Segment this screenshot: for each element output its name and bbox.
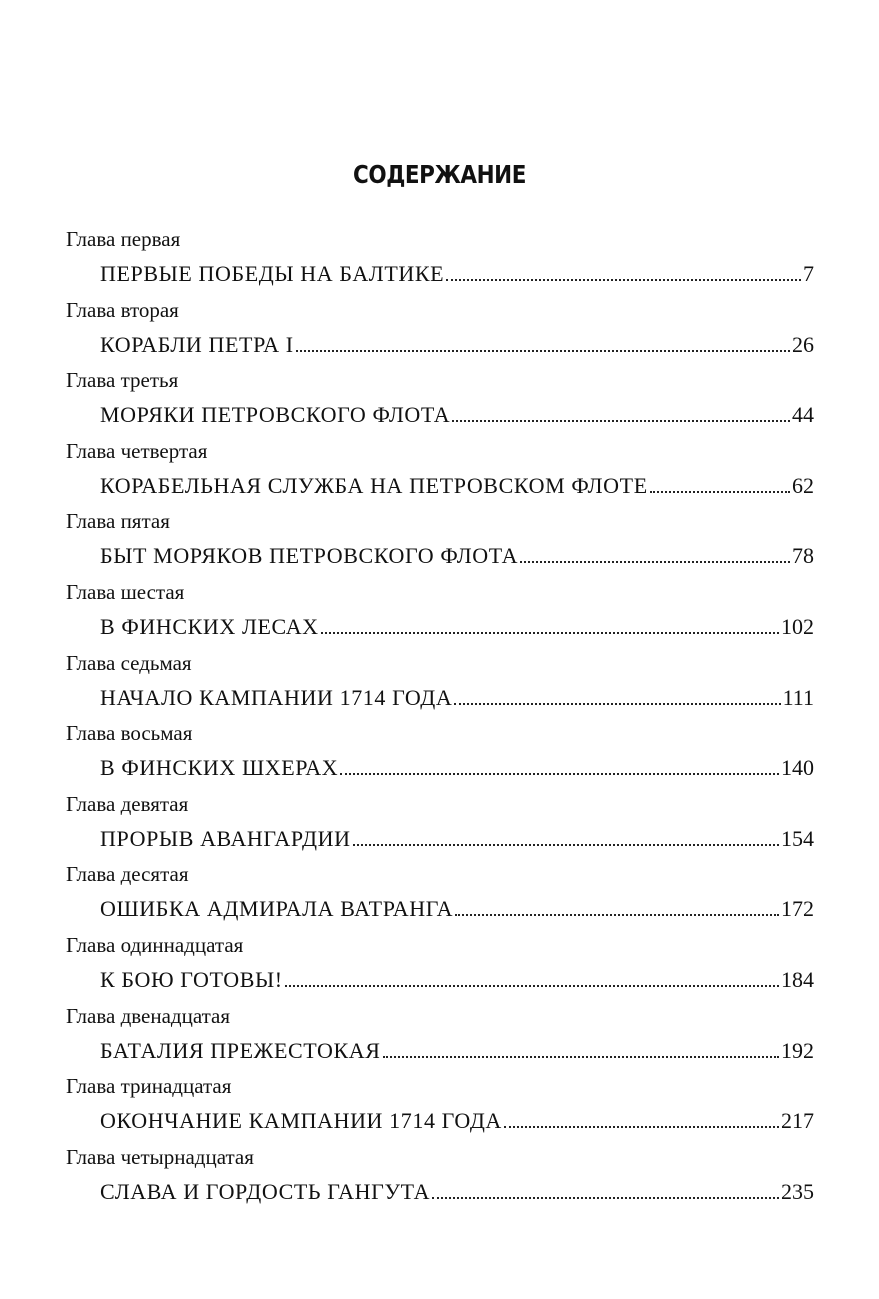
chapter-number: Глава двенадцатая xyxy=(66,1003,231,1028)
page-number: 235 xyxy=(781,1178,814,1204)
toc-entry xyxy=(66,1140,814,1211)
toc-row xyxy=(100,821,814,857)
chapter-number: Глава десятая xyxy=(66,862,189,887)
chapter-number: Глава девятая xyxy=(66,791,189,816)
toc-row xyxy=(100,609,814,645)
chapter-number: Глава седьмая xyxy=(66,650,192,675)
dot-leader xyxy=(455,914,779,916)
toc-entry xyxy=(66,999,814,1070)
page-number: 217 xyxy=(781,1108,814,1134)
toc-row xyxy=(100,891,814,927)
chapter-number: Глава шестая xyxy=(66,579,185,604)
chapter-number: Глава четырнадцатая xyxy=(66,1144,254,1169)
chapter-number: Глава третья xyxy=(66,368,179,393)
dot-leader xyxy=(340,773,779,775)
toc-row xyxy=(100,750,814,786)
chapter-title: НАЧАЛО КАМПАНИИ 1714 ГОДА xyxy=(100,684,453,710)
chapter-title: СЛАВА И ГОРДОСТЬ ГАНГУТА xyxy=(100,1178,431,1204)
toc-row xyxy=(100,397,814,433)
dot-leader xyxy=(520,561,790,563)
chapter-title: КОРАБЛИ ПЕТРА I xyxy=(100,331,294,357)
page-number: 62 xyxy=(792,472,814,498)
page-number: 111 xyxy=(782,684,814,710)
toc-entry xyxy=(66,857,814,928)
dot-leader xyxy=(454,703,780,705)
page-number: 78 xyxy=(792,543,814,569)
toc-entry xyxy=(66,787,814,858)
chapter-title: ОШИБКА АДМИРАЛА ВАТРАНГА xyxy=(100,896,454,922)
chapter-title: ПЕРВЫЕ ПОБЕДЫ НА БАЛТИКЕ xyxy=(100,261,445,286)
toc-row xyxy=(100,327,814,363)
chapter-title: МОРЯКИ ПЕТРОВСКОГО ФЛОТА xyxy=(100,402,451,428)
chapter-number: Глава четвертая xyxy=(66,438,208,463)
toc-row xyxy=(100,962,814,998)
toc-entry xyxy=(66,293,814,364)
chapter-title: БЫТ МОРЯКОВ ПЕТРОВСКОГО ФЛОТА xyxy=(100,543,519,569)
page-number: 102 xyxy=(781,613,814,639)
page-number: 184 xyxy=(781,966,814,992)
toc-entry xyxy=(66,363,814,434)
chapter-title: КОРАБЕЛЬНАЯ СЛУЖБА НА ПЕТРОВСКОМ ФЛОТЕ xyxy=(100,472,648,498)
page-number: 140 xyxy=(781,755,814,781)
page-number: 26 xyxy=(792,331,814,357)
toc-row xyxy=(100,680,814,716)
toc-entry xyxy=(66,504,814,575)
chapter-title: В ФИНСКИХ ШХЕРАХ xyxy=(100,755,339,781)
dot-leader xyxy=(383,1056,779,1058)
chapter-title: ОКОНЧАНИЕ КАМПАНИИ 1714 ГОДА xyxy=(100,1108,502,1134)
chapter-title: ПРОРЫВ АВАНГАРДИИ xyxy=(100,825,351,851)
dot-leader xyxy=(432,1197,779,1199)
chapter-title: В ФИНСКИХ ЛЕСАХ xyxy=(100,613,319,639)
toc-entry xyxy=(66,434,814,505)
dot-leader xyxy=(650,491,790,493)
dot-leader xyxy=(296,350,790,352)
dot-leader xyxy=(353,844,779,846)
page-number: 172 xyxy=(781,896,814,922)
toc-row xyxy=(100,538,814,574)
dot-leader xyxy=(452,420,790,422)
page-title: СОДЕРЖАНИЕ xyxy=(353,160,526,189)
chapter-number: Глава первая xyxy=(66,227,181,251)
chapter-title: БАТАЛИЯ ПРЕЖЕСТОКАЯ xyxy=(100,1037,381,1063)
dot-leader xyxy=(504,1126,779,1128)
toc-entry xyxy=(66,222,814,293)
dot-leader xyxy=(285,985,779,987)
toc-entry xyxy=(66,646,814,717)
chapter-number: Глава восьмая xyxy=(66,721,193,746)
toc-row xyxy=(100,256,814,292)
page-number: 192 xyxy=(781,1037,814,1063)
table-of-contents xyxy=(66,222,814,1210)
dot-leader xyxy=(446,279,801,281)
page-number: 154 xyxy=(781,825,814,851)
chapter-number: Глава одиннадцатая xyxy=(66,932,244,957)
page-number: 44 xyxy=(792,402,814,428)
toc-entry xyxy=(66,716,814,787)
chapter-number: Глава тринадцатая xyxy=(66,1074,232,1099)
toc-row xyxy=(100,1033,814,1069)
toc-row xyxy=(100,468,814,504)
toc-entry xyxy=(66,1069,814,1140)
toc-entry xyxy=(66,928,814,999)
page-number: 7 xyxy=(803,261,814,286)
chapter-title: К БОЮ ГОТОВЫ! xyxy=(100,966,283,992)
chapter-number: Глава пятая xyxy=(66,509,170,534)
toc-row xyxy=(100,1174,814,1210)
chapter-number: Глава вторая xyxy=(66,297,179,322)
toc-row xyxy=(100,1103,814,1139)
dot-leader xyxy=(321,632,779,634)
toc-entry xyxy=(66,575,814,646)
